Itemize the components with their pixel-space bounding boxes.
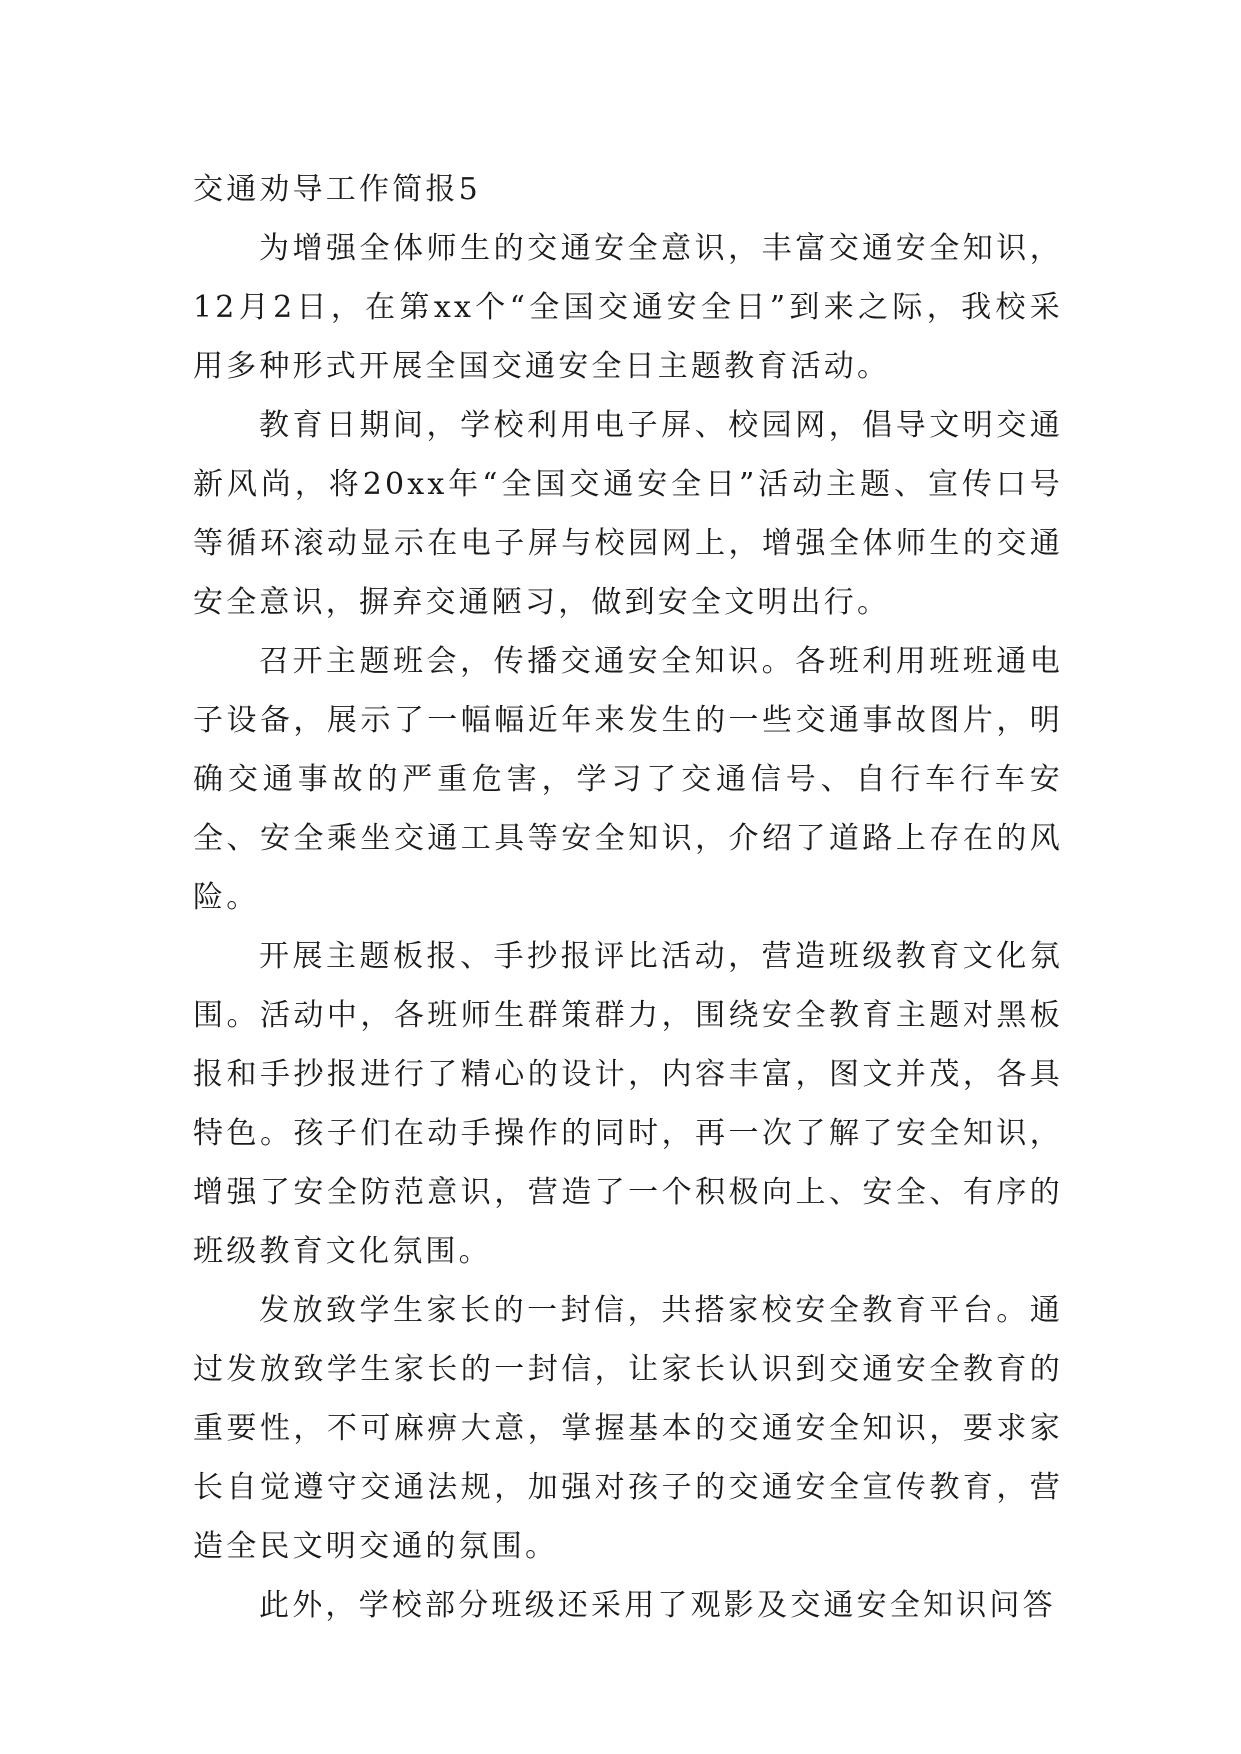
document-title: 交通劝导工作简报5: [193, 172, 481, 207]
paragraph-education-day: 教育日期间，学校利用电子屏、校园网，倡导文明交通新风尚，将20xx年“全国交通安全日”活动主题、宣传口号等循环滚动显示在电子屏与校园网上，增强全体师生的交通安全意识，摒弃交通陋习，做到安全文明出行。: [193, 408, 1063, 620]
document-body: [193, 160, 1063, 1635]
paragraph-parent-letter: 发放致学生家长的一封信，共搭家校安全教育平台。通过发放致学生家长的一封信，让家长认识到交通安全教育的重要性，不可麻痹大意，掌握基本的交通安全知识，要求家长自觉遵守交通法规，加强对孩子的交通安全宣传教育，营造全民文明交通的氛围。: [193, 1293, 1063, 1564]
paragraph-additional: 此外，学校部分班级还采用了观影及交通安全知识问答: [259, 1588, 1056, 1623]
paragraph-class-meeting: 召开主题班会，传播交通安全知识。各班利用班班通电子设备，展示了一幅幅近年来发生的一些交通事故图片，明确交通事故的严重危害，学习了交通信号、自行车行车安全、安全乘坐交通工具等安全知识，介绍了道路上存在的风险。: [193, 644, 1063, 915]
paragraph-blackboard: 开展主题板报、手抄报评比活动，营造班级教育文化氛围。活动中，各班师生群策群力，围绕安全教育主题对黑板报和手抄报进行了精心的设计，内容丰富，图文并茂，各具特色。孩子们在动手操作的同时，再一次了解了安全知识，增强了安全防范意识，营造了一个积极向上、安全、有序的班级教育文化氛围。: [193, 939, 1063, 1269]
paragraph-intro: 为增强全体师生的交通安全意识，丰富交通安全知识，12月2日，在第xx个“全国交通安全日”到来之际，我校采用多种形式开展全国交通安全日主题教育活动。: [193, 231, 1063, 384]
